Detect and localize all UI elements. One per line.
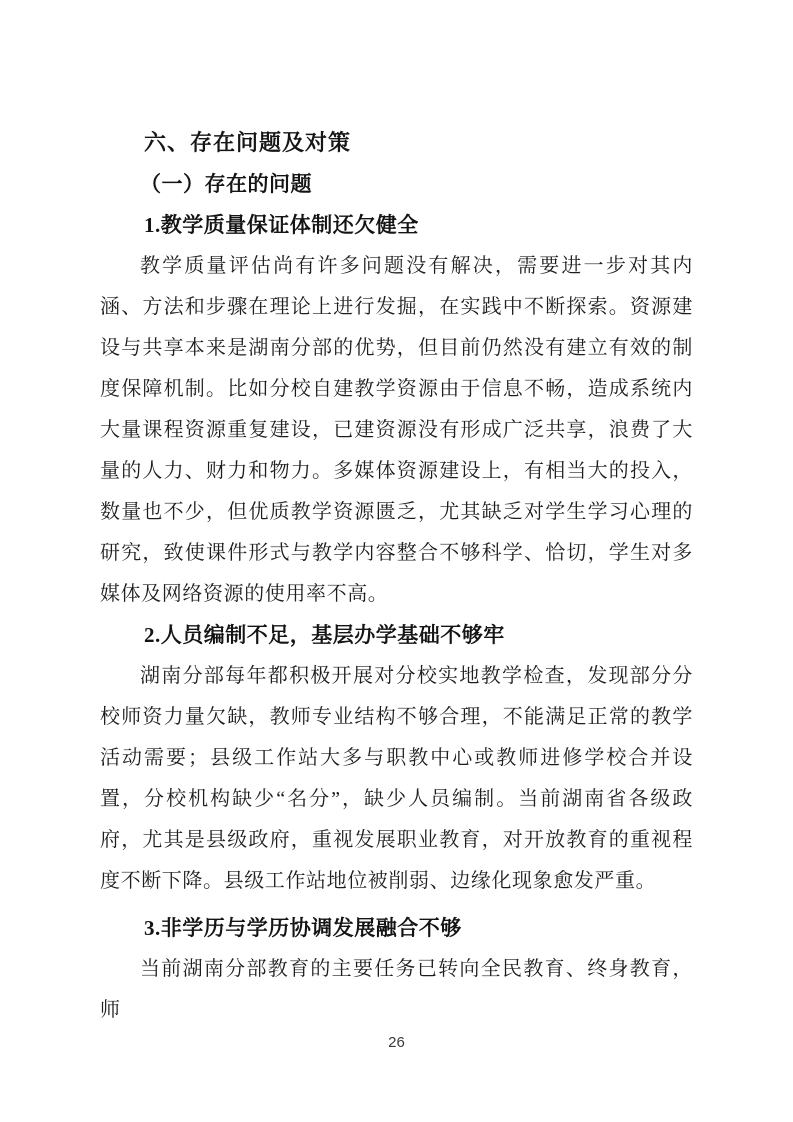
chapter-title: 六、存在问题及对策 <box>144 130 352 155</box>
section-title: （一）存在的问题 <box>140 172 312 196</box>
page-content <box>100 122 693 1031</box>
item-2-paragraph: 湖南分部每年都积极开展对分校实地教学检查，发现部分分校师资力量欠缺，教师专业结构不够合理，不能满足正常的教学活动需要；县级工作站大多与职教中心或教师进修学校合并设置，分校机构缺少“名分”，缺少人员编制。当前湖南省各级政府，尤其是县级政府，重视发展职业教育，对开放教育的重视程度不断下降。县级工作站地位被削弱、边缘化现象愈发严重。 <box>100 665 693 892</box>
page-footer <box>0 1034 793 1052</box>
item-3-paragraph: 当前湖南分部教育的主要任务已转向全民教育、终身教育，师 <box>100 958 693 1021</box>
item-2-heading: 2.人员编制不足，基层办学基础不够牢 <box>144 623 505 647</box>
item-1-heading: 1.教学质量保证体制还欠健全 <box>144 213 419 237</box>
item-3-heading: 3.非学历与学历协调发展融合不够 <box>144 916 462 940</box>
item-1-paragraph: 教学质量评估尚有许多问题没有解决，需要进一步对其内涵、方法和步骤在理论上进行发掘，在实践中不断探索。资源建设与共享本来是湖南分部的优势，但目前仍然没有建立有效的制度保障机制。比如分校自建教学资源由于信息不畅，造成系统内大量课程资源重复建设，已建资源没有形成广泛共享，浪费了大量的人力、财力和物力。多媒体资源建设上，有相当大的投入，数量也不少，但优质教学资源匮乏，尤其缺乏对学生学习心理的研究，致使课件形式与教学内容整合不够科学、恰切，学生对多媒体及网络资源的使用率不高。 <box>100 255 693 605</box>
page-number: 26 <box>388 1034 405 1051</box>
